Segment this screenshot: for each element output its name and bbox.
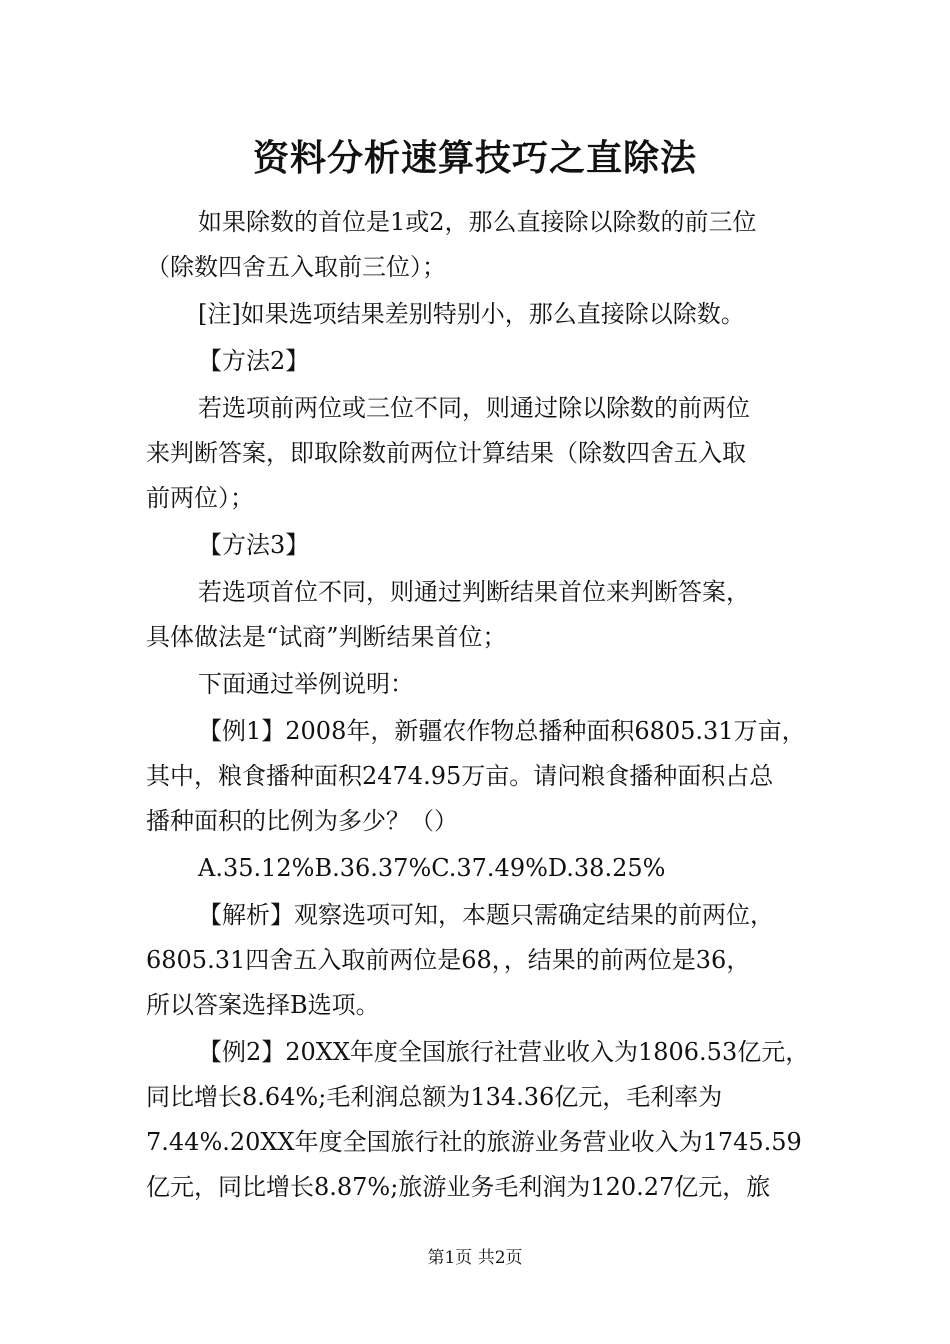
text-line: 播种面积的比例为多少？（） bbox=[146, 807, 458, 835]
text-line: 【例1】2008年，新疆农作物总播种面积6805.31万亩， bbox=[198, 717, 806, 745]
text-line: 【例2】20XX年度全国旅行社营业收入为1806.53亿元， bbox=[198, 1038, 810, 1066]
paragraph-3 bbox=[146, 339, 816, 384]
text-line: 具体做法是“试商”判断结果首位； bbox=[146, 623, 507, 651]
document-body bbox=[146, 200, 816, 1212]
text-line: [注]如果选项结果差别特别小，那么直接除以除数。 bbox=[198, 300, 745, 328]
text-line: 6805.31四舍五入取前两位是68，，结果的前两位是36， bbox=[146, 946, 751, 974]
text-line: 如果除数的首位是1或2，那么直接除以除数的前三位 bbox=[198, 208, 757, 236]
paragraph-7 bbox=[146, 662, 816, 707]
text-line: （除数四舍五入取前三位）； bbox=[146, 253, 446, 281]
text-line: 所以答案选择B选项。 bbox=[146, 991, 380, 1019]
paragraph-1 bbox=[146, 200, 816, 290]
paragraph-6 bbox=[146, 570, 816, 660]
paragraph-options bbox=[146, 846, 816, 891]
text-line: 若选项前两位或三位不同，则通过除以除数的前两位 bbox=[198, 394, 750, 422]
page-footer: 第1页 共2页 bbox=[427, 1248, 523, 1268]
paragraph-example-2 bbox=[146, 1030, 816, 1210]
paragraph-example-1 bbox=[146, 709, 816, 844]
text-line: 其中，粮食播种面积2474.95万亩。请问粮食播种面积占总 bbox=[146, 762, 774, 790]
paragraph-2 bbox=[146, 292, 816, 337]
answer-options: A.35.12%B.36.37%C.37.49%D.38.25% bbox=[198, 854, 666, 882]
text-line: 若选项首位不同，则通过判断结果首位来判断答案， bbox=[198, 578, 750, 606]
section-heading-method-3: 【方法3】 bbox=[198, 531, 310, 559]
document-title: 资料分析速算技巧之直除法 bbox=[252, 137, 697, 179]
section-heading-method-2: 【方法2】 bbox=[198, 347, 310, 375]
text-line: 亿元，同比增长8.87%;旅游业务毛利润为120.27亿元，旅 bbox=[146, 1173, 771, 1201]
paragraph-analysis bbox=[146, 893, 816, 1028]
text-line: 同比增长8.64%;毛利润总额为134.36亿元，毛利率为 bbox=[146, 1083, 723, 1111]
text-line: 来判断答案，即取除数前两位计算结果（除数四舍五入取 bbox=[146, 439, 746, 467]
paragraph-4 bbox=[146, 386, 816, 521]
text-line: 7.44%.20XX年度全国旅行社的旅游业务营业收入为1745.59 bbox=[146, 1128, 802, 1156]
text-line: 下面通过举例说明： bbox=[198, 670, 414, 698]
text-line: 【解析】观察选项可知，本题只需确定结果的前两位， bbox=[198, 901, 774, 929]
text-line: 前两位）； bbox=[146, 484, 254, 512]
paragraph-5 bbox=[146, 523, 816, 568]
